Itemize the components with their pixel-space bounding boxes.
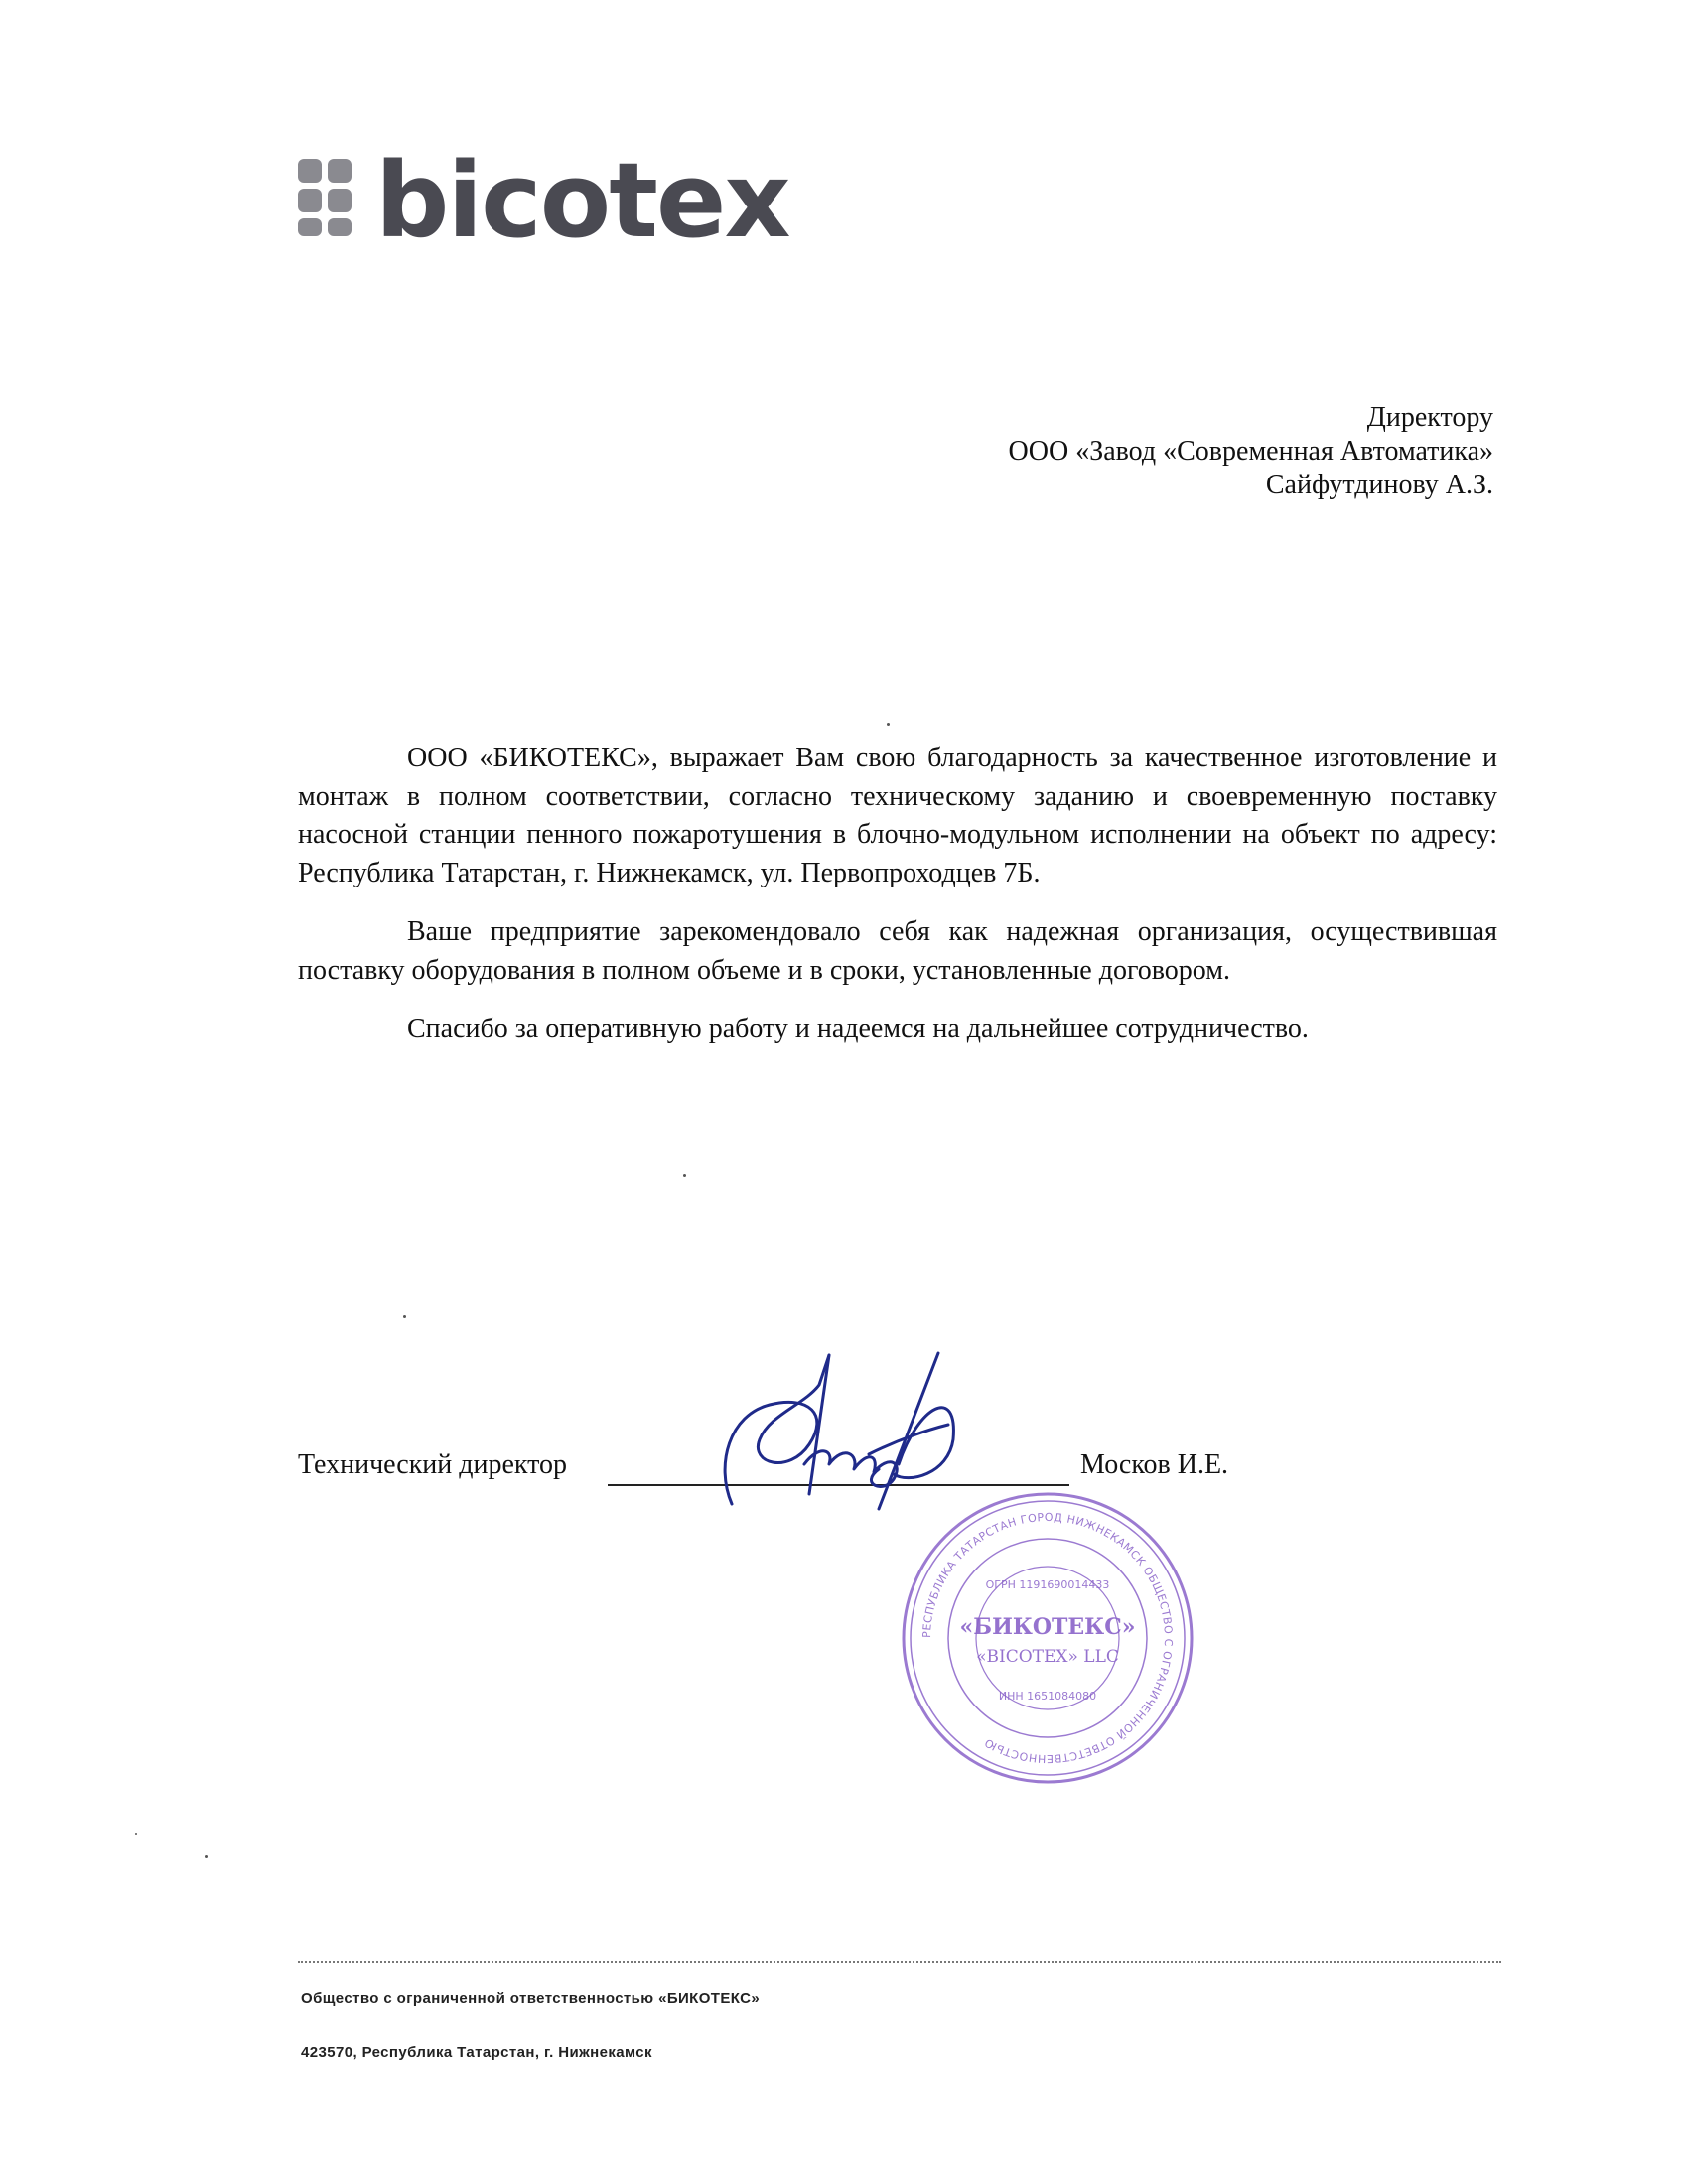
- body-paragraph-2: Ваше предприятие зарекомендовало себя как надежная организация, осуществившая поставку оборудования в полном объеме и в сроки, установленные договором.: [298, 916, 1497, 986]
- footer-address: 423570, Республика Татарстан, г. Нижнекамск: [301, 2044, 652, 2061]
- scan-speck: [887, 723, 890, 726]
- body-paragraph-3: Спасибо за оперативную работу и надеемся на дальнейшее сотрудничество.: [407, 1014, 1309, 1044]
- addressee-person: Сайфутдинову А.З.: [1265, 470, 1493, 500]
- scan-speck: [683, 1174, 686, 1177]
- signatory-name: Москов И.Е.: [1080, 1449, 1229, 1480]
- addressee-block: [798, 401, 1493, 502]
- scan-speck: [403, 1315, 406, 1318]
- stamp-ring-text: РЕСПУБЛИКА ТАТАРСТАН ГОРОД НИЖНЕКАМСК ОБЩЕСТВО С ОГРАНИЧЕННОЙ ОТВЕТСТВЕННОСТЬЮ: [919, 1510, 1176, 1766]
- stamp-center-name: «БИКОТЕКС»: [959, 1614, 1136, 1640]
- scan-speck: [135, 1833, 137, 1835]
- stamp-center-name-latin: «BICOTEX» LLC: [976, 1647, 1119, 1667]
- stamp-ogrn: ОГРН 1191690014433: [985, 1578, 1110, 1591]
- logo-wordmark: bicotex: [375, 149, 789, 248]
- footer-company: Общество с ограниченной ответственностью «БИКОТЕКС»: [301, 1990, 761, 2007]
- company-stamp: [899, 1489, 1196, 1787]
- addressee-position: Директору: [1366, 402, 1493, 433]
- logo-mark-icon: [298, 159, 352, 236]
- scan-speck: [205, 1855, 208, 1858]
- body-paragraph-1: ООО «БИКОТЕКС», выражает Вам свою благодарность за качественное изготовление и монтаж в полном соответствии, согласно техническому заданию и своевременную поставку насосной станции пенного пожаротушения в блочно-модульном исполнении на объект по адресу: Республика Татарстан, г. Нижнекамск, ул. Первопроходцев 7Б.: [298, 743, 1497, 888]
- signatory-title: Технический директор: [298, 1449, 568, 1480]
- company-logo: [298, 149, 874, 248]
- letter-body: [298, 740, 1497, 1070]
- footer-divider: [298, 1961, 1501, 1963]
- stamp-inn: ИНН 1651084080: [998, 1690, 1097, 1703]
- addressee-company: ООО «Завод «Современная Автоматика»: [1008, 436, 1493, 467]
